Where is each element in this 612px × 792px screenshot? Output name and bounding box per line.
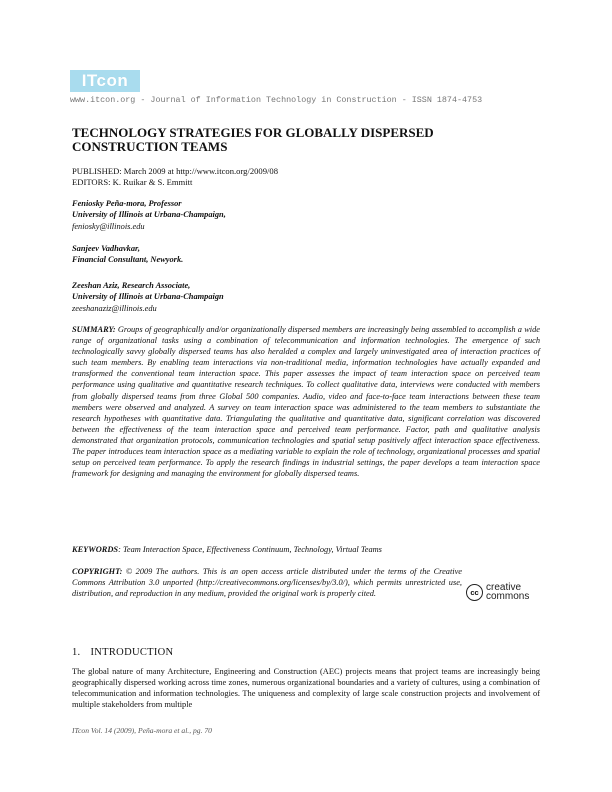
author-affiliation: University of Illinois at Urbana-Champaign (72, 292, 224, 302)
author-name: Feniosky Peña-mora, Professor (72, 199, 182, 208)
abstract (72, 324, 540, 479)
keywords-text: : Team Interaction Space, Effectiveness Continuum, Technology, Virtual Teams (118, 545, 382, 554)
cc-word-1: creative (486, 582, 522, 593)
keywords (72, 545, 540, 554)
cc-wordmark (486, 583, 529, 601)
author-email[interactable]: zeeshanaziz@illinois.edu (72, 303, 157, 313)
copyright-text: © 2009 The authors. This is an open access article distributed under the terms of the Creative Commons Attribution 3.0 unported (http://creativecommons.org/licenses/by/3.0/), which permits unrestricted use, distribution, and reproduction in any medium, provided the original work is properly cited. (72, 567, 462, 599)
publication-info (72, 166, 278, 188)
author-name: Sanjeev Vadhavkar, (72, 244, 140, 253)
copyright-label: COPYRIGHT: (72, 567, 123, 576)
author-email[interactable]: feniosky@illinois.edu (72, 221, 145, 231)
editors-line: EDITORS: K. Ruikar & S. Emmitt (72, 177, 193, 187)
keywords-label: KEYWORDS (72, 545, 119, 554)
author-block-1 (72, 198, 226, 232)
author-affiliation: University of Illinois at Urbana-Champaign, (72, 210, 226, 220)
journal-header-line: www.itcon.org - Journal of Information Technology in Construction - ISSN 1874-4753 (70, 95, 483, 105)
creative-commons-logo[interactable] (466, 581, 542, 603)
section-number: 1. (72, 647, 81, 658)
author-name: Zeeshan Aziz, Research Associate, (72, 281, 191, 290)
section-heading (72, 647, 173, 658)
itcon-logo (70, 70, 140, 92)
author-block-3 (72, 280, 224, 314)
cc-icon: cc (466, 584, 483, 601)
abstract-label: SUMMARY: (72, 325, 116, 334)
paper-title: TECHNOLOGY STRATEGIES FOR GLOBALLY DISPERSED CONSTRUCTION TEAMS (72, 125, 434, 154)
published-line: PUBLISHED: March 2009 at http://www.itcon.org/2009/08 (72, 166, 278, 176)
author-affiliation: Financial Consultant, Newyork. (72, 255, 184, 265)
introduction-text: The global nature of many Architecture, Engineering and Construction (AEC) projects means that project teams are increasingly being geographically dispersed working across time zones, numerous organizational boundaries and a variety of cultures, using a combination of telecommunication and information technologies. The uniqueness and complexity of large scale construction projects and involvement of multiple stakeholders from multiple (72, 667, 540, 710)
author-block-2 (72, 243, 183, 266)
logo-text: ITcon (81, 71, 129, 90)
section-title: INTRODUCTION (90, 647, 174, 658)
cc-word-2: commons (486, 591, 530, 602)
page-footer: ITcon Vol. 14 (2009), Peña-mora et al., pg. 70 (72, 726, 212, 735)
copyright-notice (72, 566, 462, 599)
abstract-text: Groups of geographically and/or organizationally dispersed members are increasingly being assembled to accomplish a wide range of organizational tasks using a combination of telecommunication and information technologies. The emergence of such technologically savvy globally dispersed teams has also heralded a complex and largely uninvestigated area of interaction practices of such team members. By enabling team interactions via non-traditional media, information technologies have actually expanded and transformed the conventional team interaction space. This paper assesses the impact of team interaction space on perceived team performance using qualitative and quantitative research techniques. To collect qualitative data, interviews were conducted with members from globally dispersed teams from three Global 500 companies. Audio, video and face-to-face team interactions between these team members were observed and analyzed. A survey on team interaction space was administered to the team members to substantiate the research hypotheses with quantitative data. Triangulating the qualitative and quantitative data, significant correlation was discovered between the effectiveness of the team interaction space and perceived team performance. Factor, path and qualitative analysis demonstrated that organization protocols, communication technologies and spatial setup positively affect interaction space effectiveness. The paper introduces team interaction space as a mediating variable to explain the role of technology, organizational processes and spatial setup on perceived team performance. To apply the research findings in industrial settings, the paper develops a team interaction space framework for designing and managing the environment for globally dispersed teams. (72, 325, 540, 479)
